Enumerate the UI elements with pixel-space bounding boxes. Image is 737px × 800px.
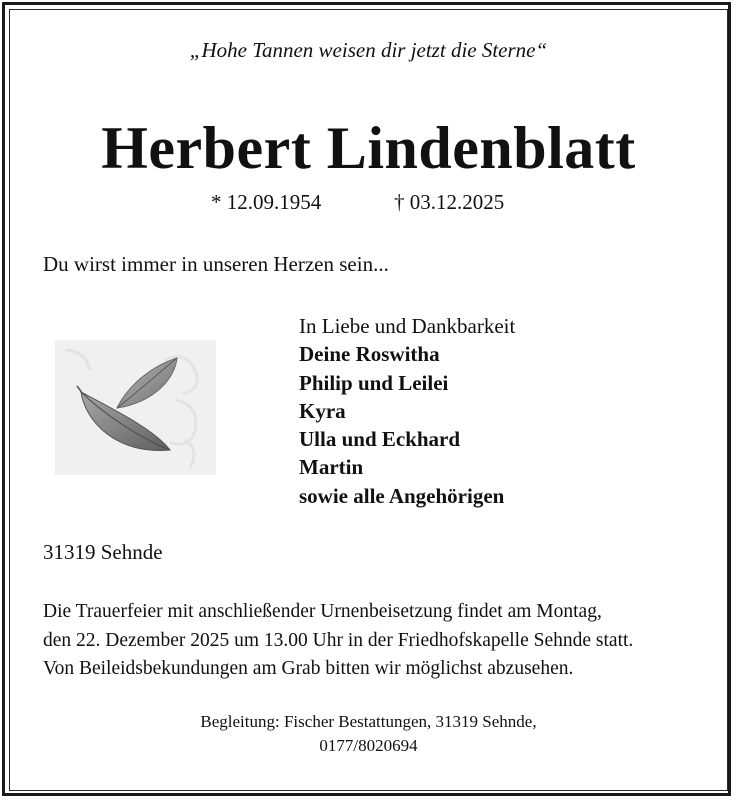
mourner-name: Ulla und Eckhard <box>299 427 461 452</box>
deceased-name: Herbert Lindenblatt <box>101 115 636 181</box>
funeral-notice <box>43 598 703 684</box>
mourner-name: Philip und Leilei <box>299 370 449 395</box>
mourner-name: Deine Roswitha <box>299 342 440 367</box>
falling-leaves-image <box>55 340 216 475</box>
farewell-text: Du wirst immer in unseren Herzen sein... <box>43 252 389 276</box>
mourner-name: Martin <box>299 455 364 480</box>
notice-line: Die Trauerfeier mit anschließender Urnenbeisetzung findet am Montag, <box>43 601 602 622</box>
leaves-icon <box>55 340 216 475</box>
notice-line: Von Beileidsbekundungen am Grab bitten wir möglichst abzusehen. <box>43 658 574 679</box>
mourner-name: sowie alle Angehörigen <box>299 483 505 508</box>
birth-date: * 12.09.1954 <box>211 190 322 214</box>
notice-line: den 22. Dezember 2025 um 13.00 Uhr in der Friedhofskapelle Sehnde statt. <box>43 629 634 651</box>
quote-text: „Hohe Tannen weisen dir jetzt die Sterne“ <box>189 38 548 62</box>
mourners-block <box>299 312 515 510</box>
mourner-name: Kyra <box>299 398 346 423</box>
mourners-intro: In Liebe und Dankbarkeit <box>299 314 516 338</box>
undertaker-info: Begleitung: Fischer Bestattungen, 31319 Sehnde, <box>200 712 537 731</box>
death-date: † 03.12.2025 <box>394 190 505 214</box>
undertaker-phone: 0177/8020694 <box>319 736 418 755</box>
place-text: 31319 Sehnde <box>43 540 163 564</box>
